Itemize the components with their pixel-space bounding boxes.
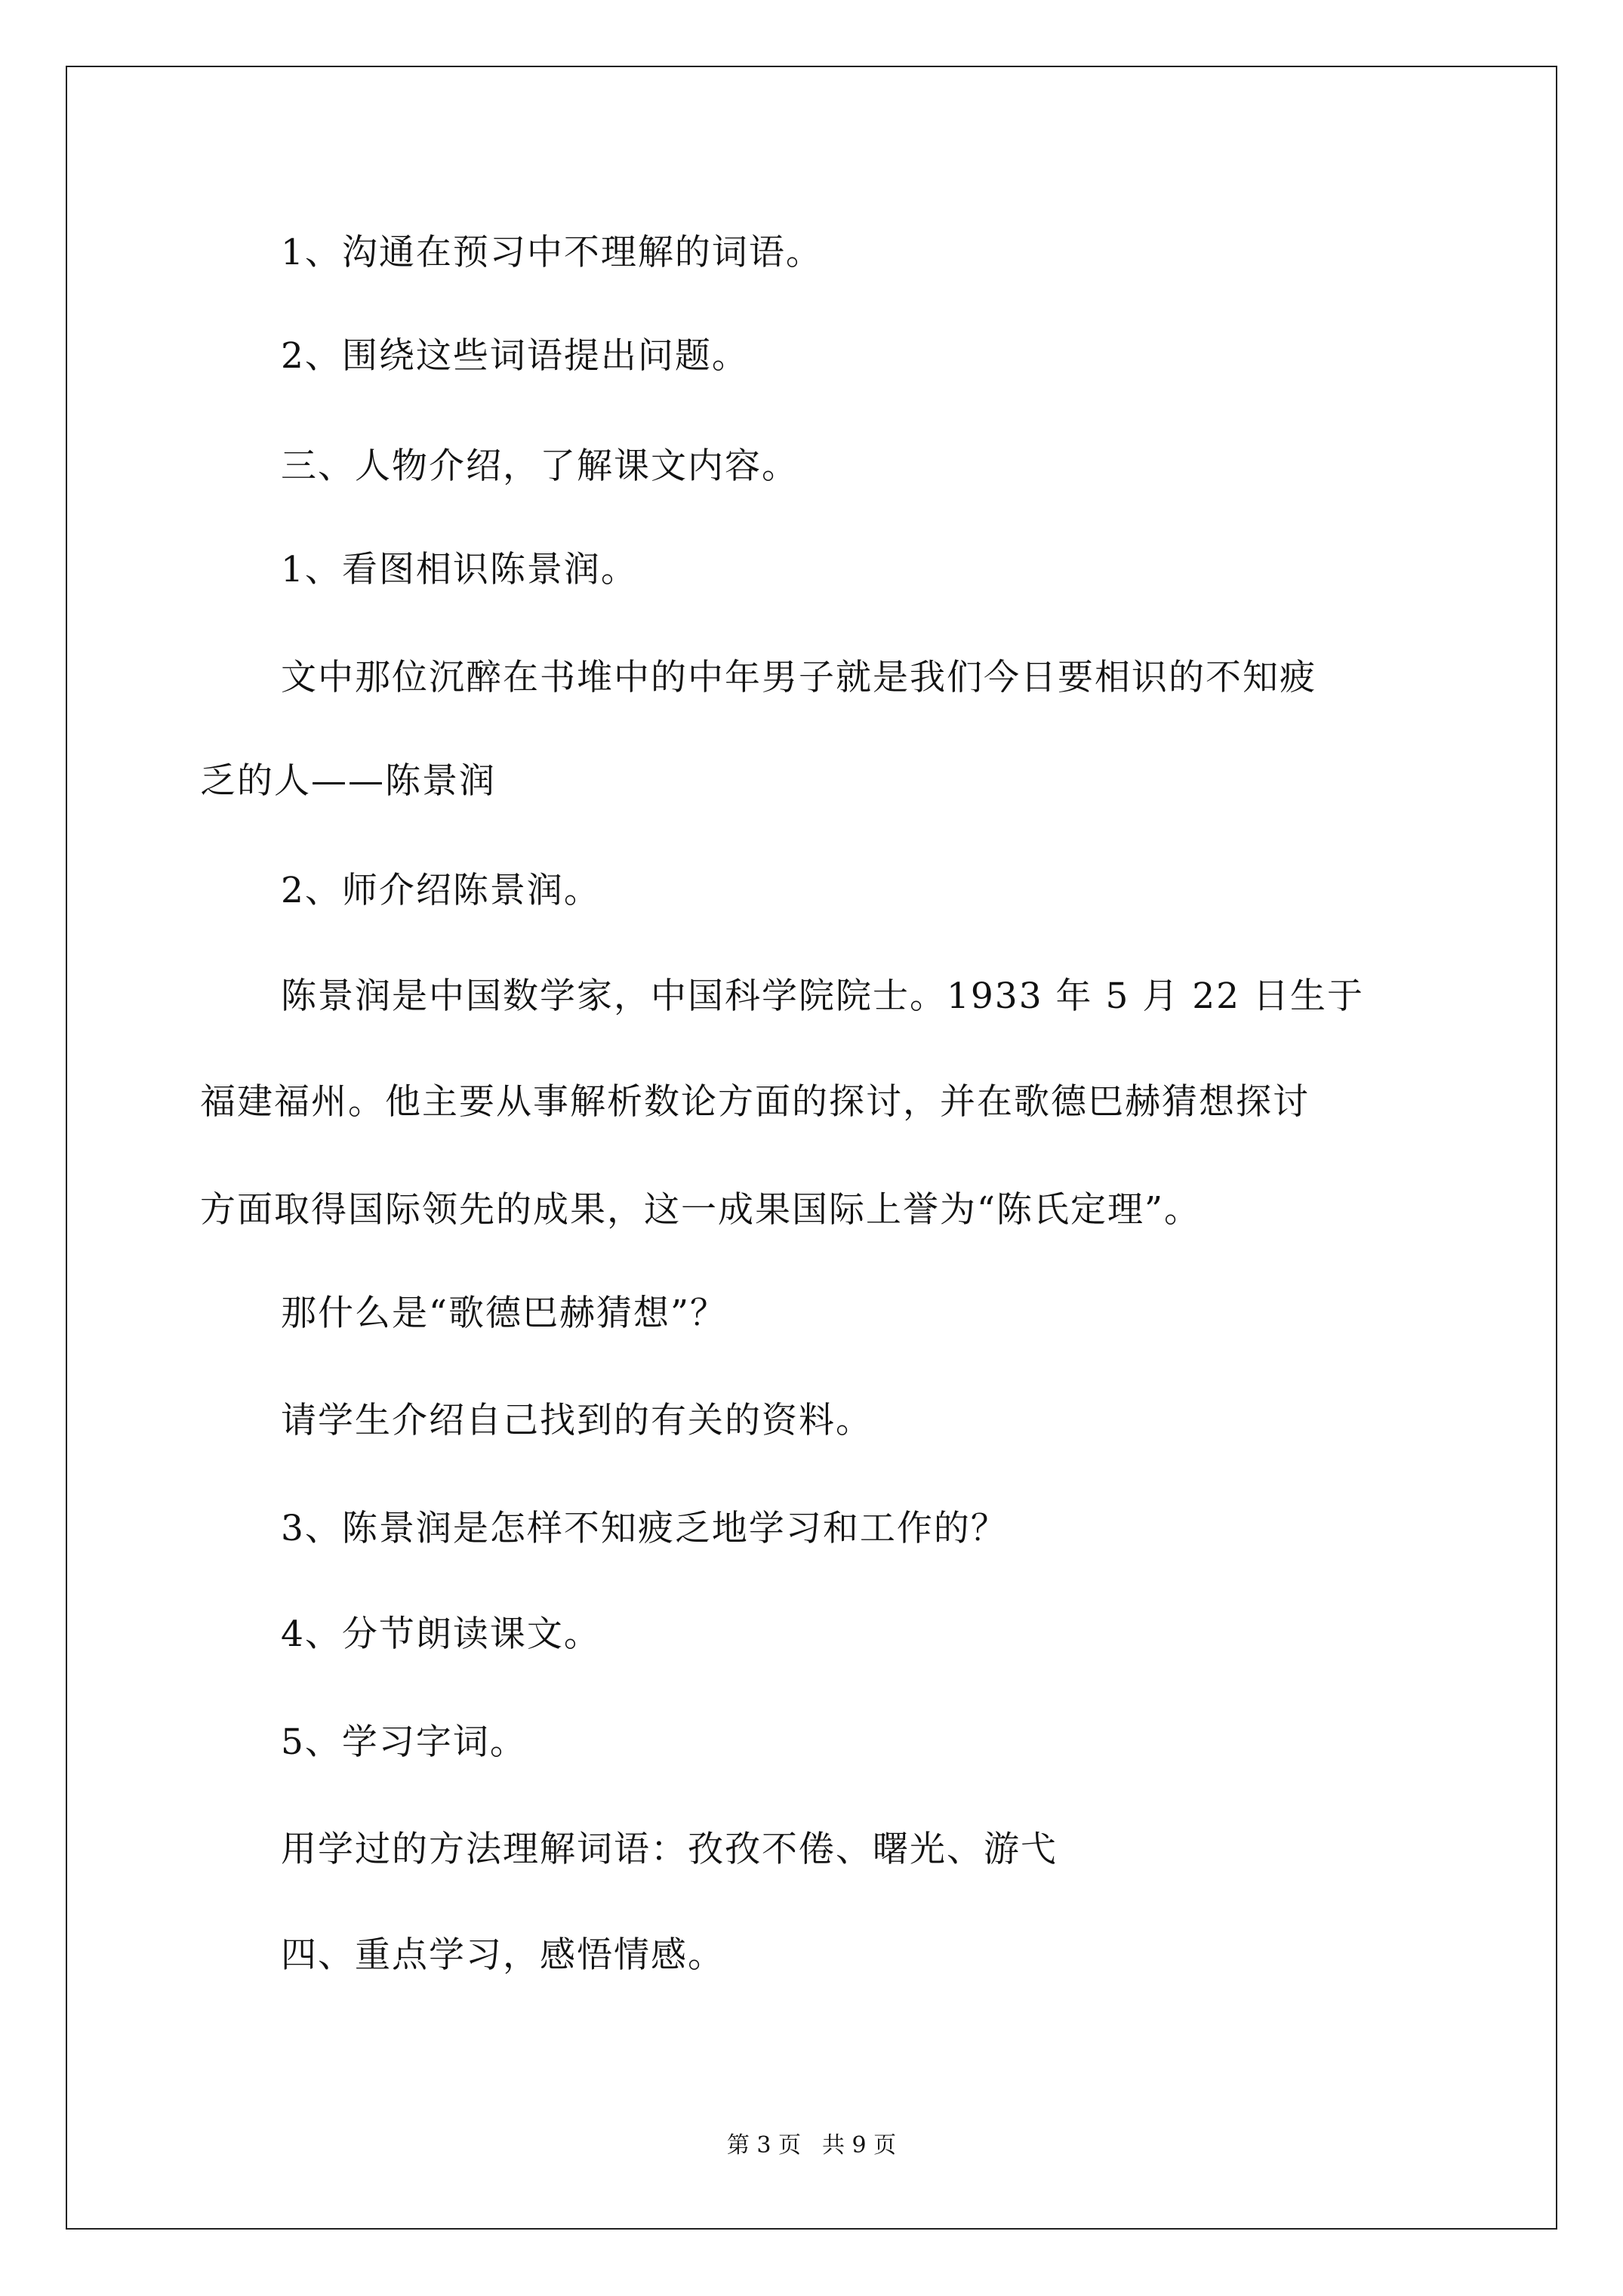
paragraph-line: 1、沟通在预习中不理解的词语。 xyxy=(281,232,823,273)
paragraph-line: 方面取得国际领先的成果，这一成果国际上誉为“陈氏定理”。 xyxy=(200,1189,1202,1231)
paragraph-line: 3、陈景润是怎样不知疲乏地学习和工作的？ xyxy=(281,1508,1008,1549)
paragraph-line: 文中那位沉醉在书堆中的中年男子就是我们今日要相识的不知疲 xyxy=(281,657,1317,698)
paragraph-line: 2、师介绍陈景润。 xyxy=(281,870,601,911)
paragraph-line: 请学生介绍自己找到的有关的资料。 xyxy=(281,1400,873,1441)
page-total: 共 9 页 xyxy=(822,2132,897,2159)
page-border xyxy=(66,66,1557,2230)
page-footer xyxy=(0,2131,1623,2161)
section-heading: 三、人物介绍，了解课文内容。 xyxy=(281,445,799,487)
paragraph-line: 陈景润是中国数学家，中国科学院院士。1933 年 5 月 22 日生于 xyxy=(281,975,1365,1017)
paragraph-line: 乏的人——陈景润 xyxy=(200,760,496,802)
paragraph-line: 福建福州。他主要从事解析数论方面的探讨，并在歌德巴赫猜想探讨 xyxy=(200,1081,1310,1123)
paragraph-line: 5、学习字词。 xyxy=(281,1721,527,1763)
paragraph-line: 用学过的方法理解词语：孜孜不倦、曙光、游弋 xyxy=(281,1829,1058,1870)
paragraph-line: 4、分节朗读课文。 xyxy=(281,1613,601,1655)
paragraph-line: 1、看图相识陈景润。 xyxy=(281,549,638,590)
section-heading: 四、重点学习，感悟情感。 xyxy=(281,1934,725,1976)
paragraph-line: 那什么是“歌德巴赫猜想”？ xyxy=(281,1293,728,1334)
page-number: 第 3 页 xyxy=(726,2132,801,2159)
paragraph-line: 2、围绕这些词语提出问题。 xyxy=(281,335,749,377)
